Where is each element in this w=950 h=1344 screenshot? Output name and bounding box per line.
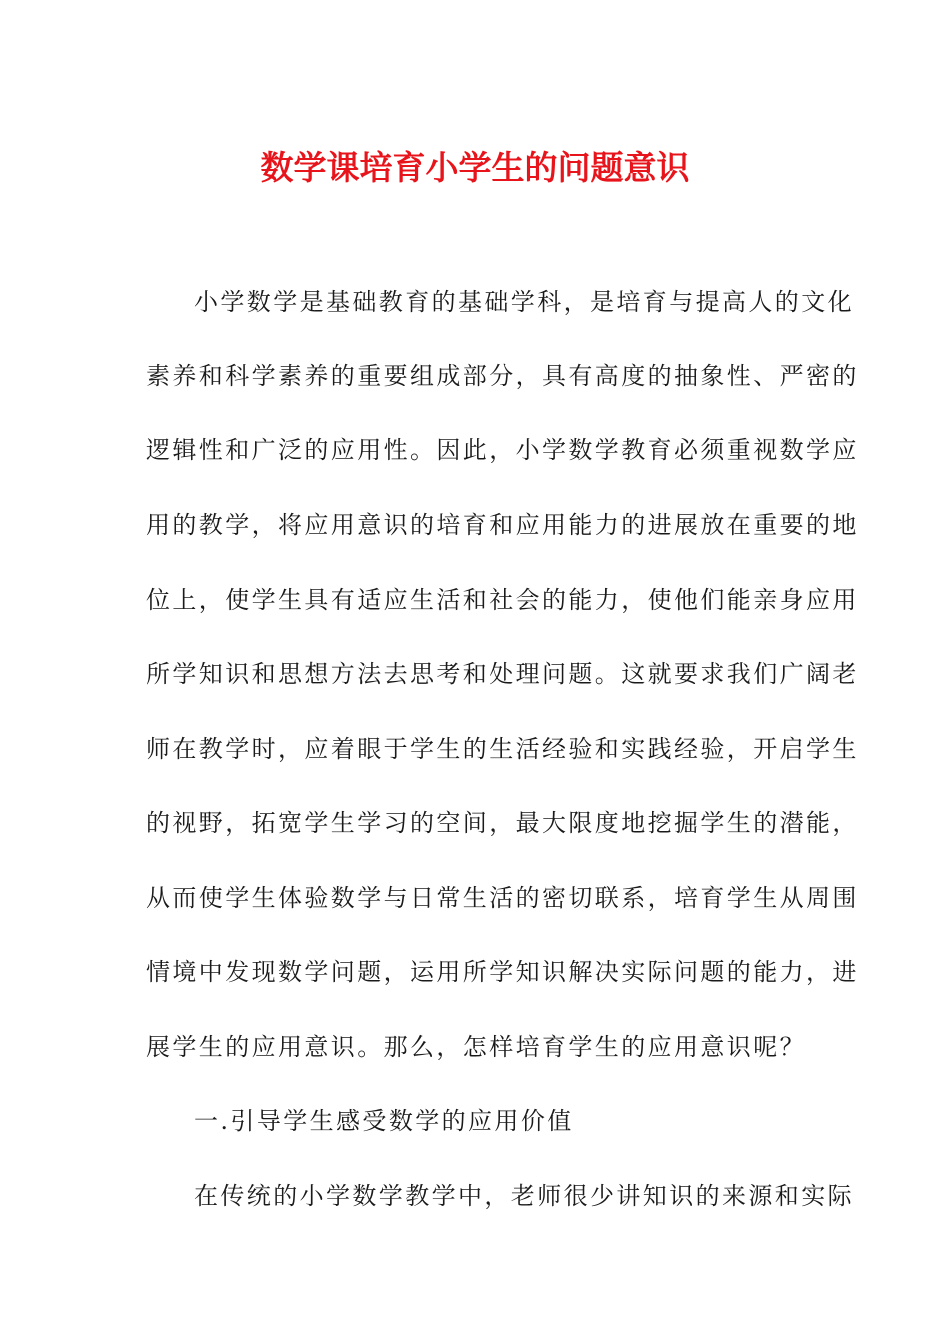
section-heading: 一.引导学生感受数学的应用价值 xyxy=(194,1107,574,1135)
paragraph-line: 逻辑性和广泛的应用性。因此，小学数学教育必须重视数学应 xyxy=(146,436,859,464)
paragraph-line: 素养和科学素养的重要组成部分，具有高度的抽象性、严密的 xyxy=(146,362,859,390)
paragraph-line: 师在教学时，应着眼于学生的生活经验和实践经验，开启学生 xyxy=(146,735,859,763)
document-title: 数学课培育小学生的问题意识 xyxy=(260,148,690,187)
paragraph-line: 用的教学，将应用意识的培育和应用能力的进展放在重要的地 xyxy=(146,511,859,539)
paragraph-line: 展学生的应用意识。那么，怎样培育学生的应用意识呢？ xyxy=(146,1033,806,1061)
paragraph-line: 小学数学是基础教育的基础学科，是培育与提高人的文化 xyxy=(194,288,854,316)
paragraph-line: 在传统的小学数学教学中，老师很少讲知识的来源和实际 xyxy=(194,1182,854,1210)
paragraph-line: 所学知识和思想方法去思考和处理问题。这就要求我们广阔老 xyxy=(146,660,859,688)
paragraph-line: 情境中发现数学问题，运用所学知识解决实际问题的能力，进 xyxy=(146,958,859,986)
paragraph-line: 的视野，拓宽学生学习的空间，最大限度地挖掘学生的潜能， xyxy=(146,809,859,837)
paragraph-line: 从而使学生体验数学与日常生活的密切联系，培育学生从周围 xyxy=(146,884,859,912)
paragraph-line: 位上，使学生具有适应生活和社会的能力，使他们能亲身应用 xyxy=(146,586,859,614)
